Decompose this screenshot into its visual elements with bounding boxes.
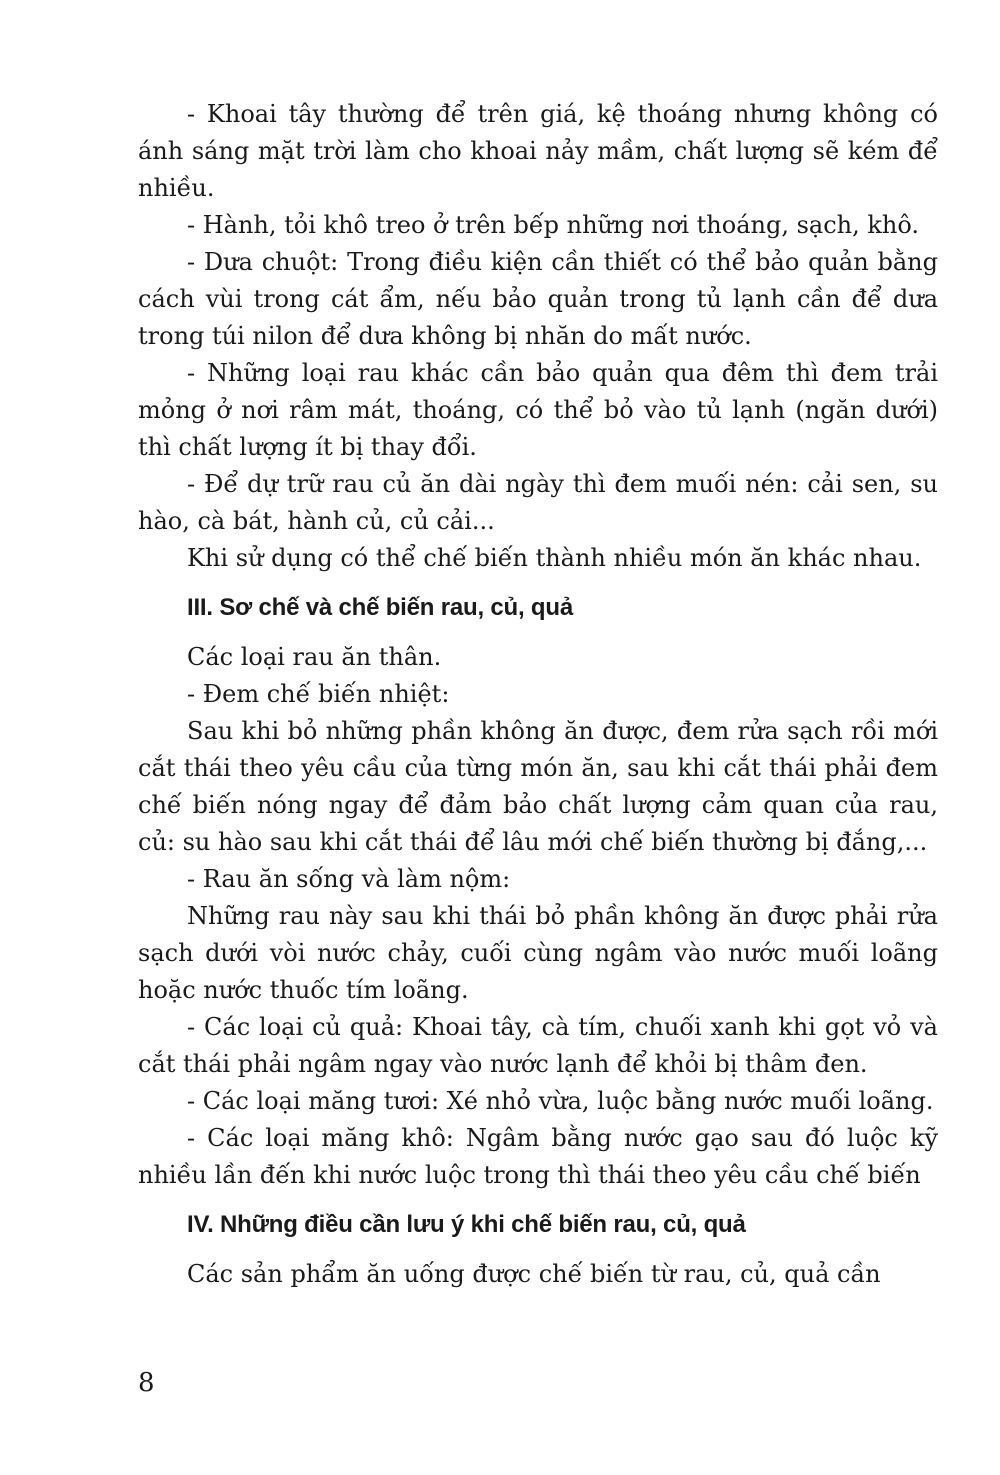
paragraph-onion-garlic: - Hành, tỏi khô treo ở trên bếp những nơi thoáng, sạch, khô.: [187, 211, 920, 239]
section-heading-iv: IV. Những điều cần lưu ý khi chế biến rau, củ, quả: [187, 1211, 746, 1238]
paragraph-other-vegetables: - Những loại rau khác cần bảo quản qua đêm thì đem trải mỏng ở nơi râm mát, thoáng, có thể bỏ vào tủ lạnh (ngăn dưới) thì chất lượng ít bị thay đổi.: [138, 359, 938, 461]
paragraph-heat-processing: - Đem chế biến nhiệt:: [187, 680, 450, 708]
paragraph-fresh-bamboo: - Các loại măng tươi: Xé nhỏ vừa, luộc bằng nước muối loãng.: [187, 1087, 934, 1115]
body-text: [138, 96, 938, 1293]
paragraph-heat-processing-detail: Sau khi bỏ những phần không ăn được, đem rửa sạch rồi mới cắt thái theo yêu cầu của từng món ăn, sau khi cắt thái phải đem chế biến nóng ngay để đảm bảo chất lượng cảm quan của rau, củ: su hào sau khi cắt thái để lâu mới chế biến thường bị đắng,...: [138, 717, 938, 856]
paragraph-usage: Khi sử dụng có thể chế biến thành nhiều món ăn khác nhau.: [187, 544, 922, 572]
paragraph-pickling: - Để dự trữ rau củ ăn dài ngày thì đem muối nén: cải sen, su hào, cà bát, hành củ, củ cải...: [138, 470, 938, 535]
page-number: 8: [138, 1368, 155, 1398]
paragraph-products: Các sản phẩm ăn uống được chế biến từ rau, củ, quả cần: [187, 1260, 881, 1288]
paragraph-raw-salad-detail: Những rau này sau khi thái bỏ phần không ăn được phải rửa sạch dưới vòi nước chảy, cuối cùng ngâm vào nước muối loãng hoặc nước thuốc tím loãng.: [138, 902, 938, 1004]
paragraph-stem-vegetables: Các loại rau ăn thân.: [187, 643, 442, 671]
section-heading-iii: III. Sơ chế và chế biến rau, củ, quả: [187, 594, 573, 621]
paragraph-dried-bamboo: - Các loại măng khô: Ngâm bằng nước gạo sau đó luộc kỹ nhiều lần đến khi nước luộc trong thì thái theo yêu cầu chế biến: [138, 1124, 938, 1189]
paragraph-raw-salad: - Rau ăn sống và làm nộm:: [187, 865, 511, 893]
paragraph-potato: - Khoai tây thường để trên giá, kệ thoáng nhưng không có ánh sáng mặt trời làm cho khoai nảy mầm, chất lượng sẽ kém để nhiều.: [138, 100, 938, 202]
paragraph-tubers-fruits: - Các loại củ quả: Khoai tây, cà tím, chuối xanh khi gọt vỏ và cắt thái phải ngâm ngay vào nước lạnh để khỏi bị thâm đen.: [138, 1013, 938, 1078]
paragraph-cucumber: - Dưa chuột: Trong điều kiện cần thiết có thể bảo quản bằng cách vùi trong cát ẩm, nếu bảo quản trong tủ lạnh cần để dưa trong túi nilon để dưa không bị nhăn do mất nước.: [138, 248, 938, 350]
